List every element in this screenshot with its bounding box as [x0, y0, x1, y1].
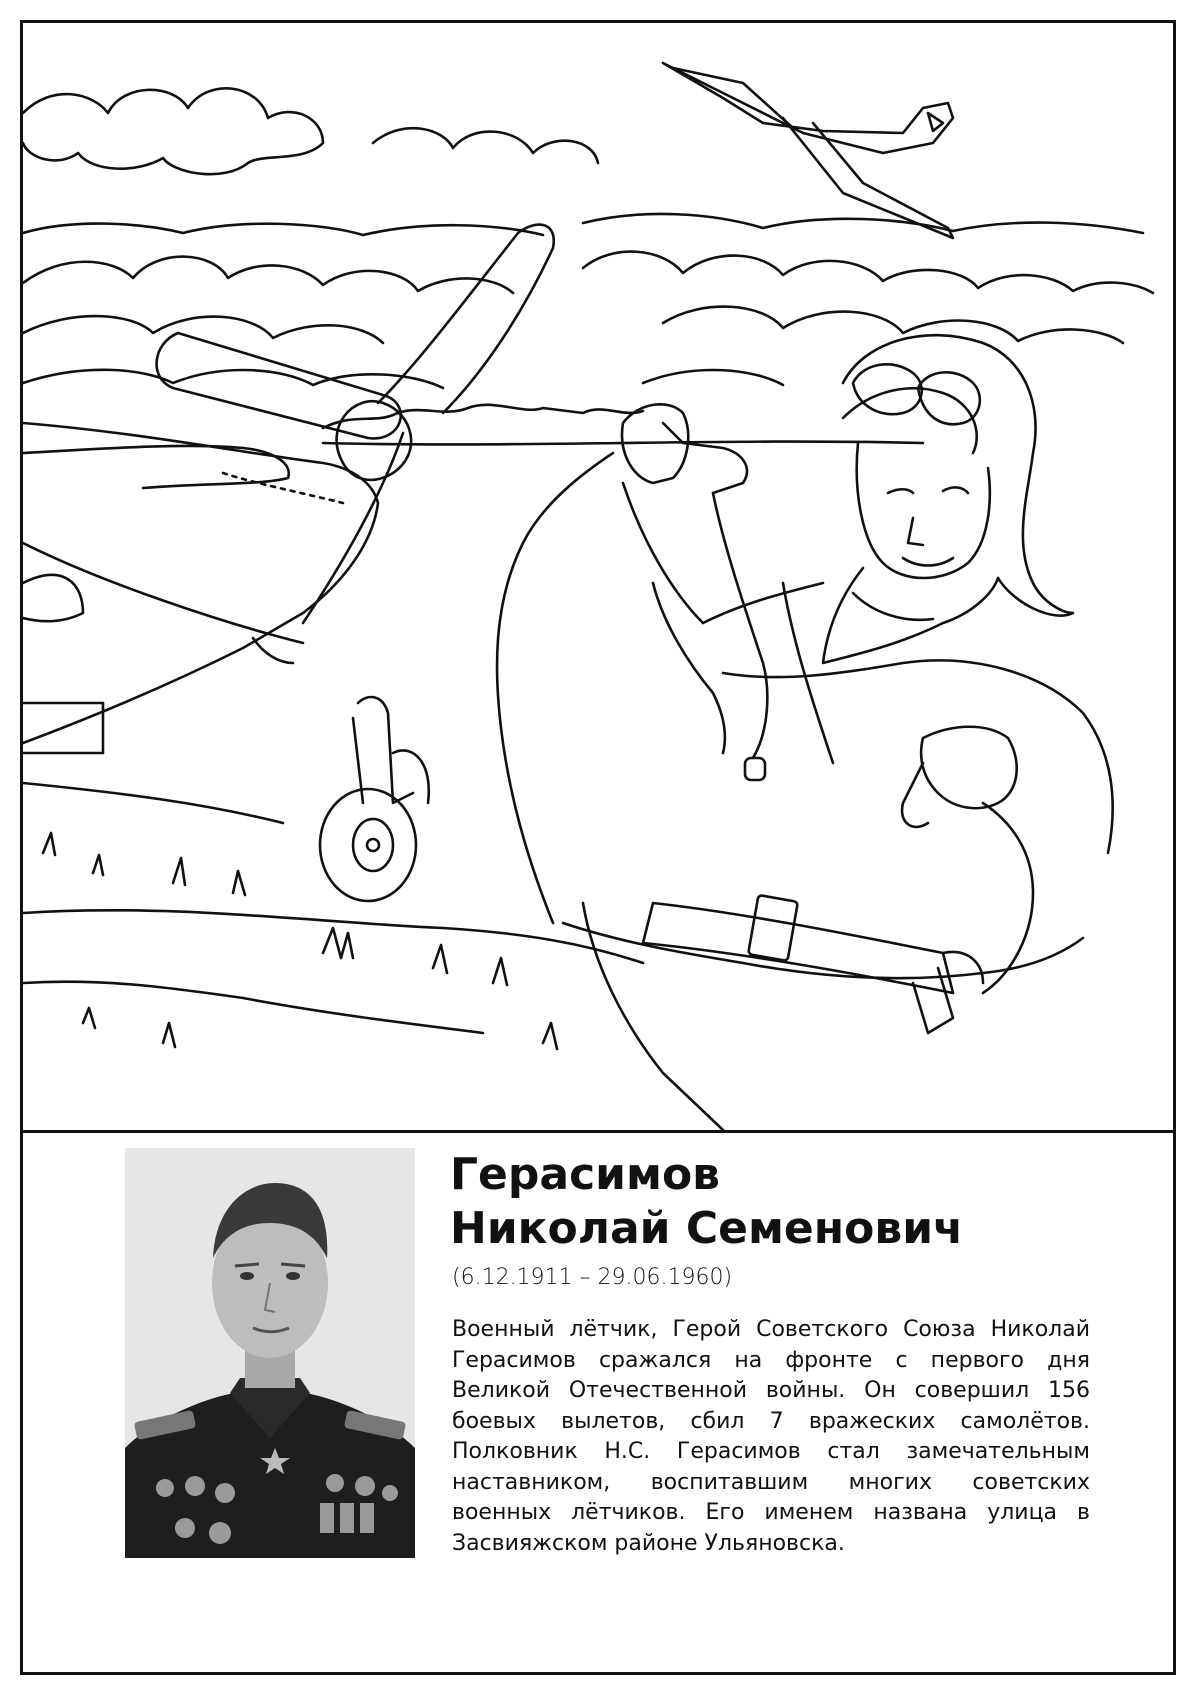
- hero-surname: Герасимов: [450, 1149, 721, 1200]
- parked-plane: [23, 225, 554, 901]
- pilot-figure: [497, 335, 1113, 1130]
- hero-given-names: Николай Семенович: [450, 1203, 964, 1254]
- hero-name: [450, 1148, 1150, 1256]
- section-divider: [20, 1130, 1176, 1133]
- flying-plane: [663, 63, 953, 238]
- life-dates: (6.12.1911 – 29.06.1960): [452, 1265, 733, 1290]
- portrait-photo: [125, 1148, 415, 1558]
- biography-text: Военный лётчик, Герой Советского Союза Николай Герасимов сражался на фронте с первого дня Великой Отечественной войны. Он совершил 156 боевых вылетов, сбил 7 вражеских самолётов. Полковник Н.С. Герасимов стал замечательным наставником, воспитавшим многих советских военных лётчиков. Его именем названа улица в Засвияжском районе Ульяновска.: [452, 1317, 1090, 1556]
- treeline: [323, 405, 643, 428]
- coloring-illustration: [23, 23, 1173, 1130]
